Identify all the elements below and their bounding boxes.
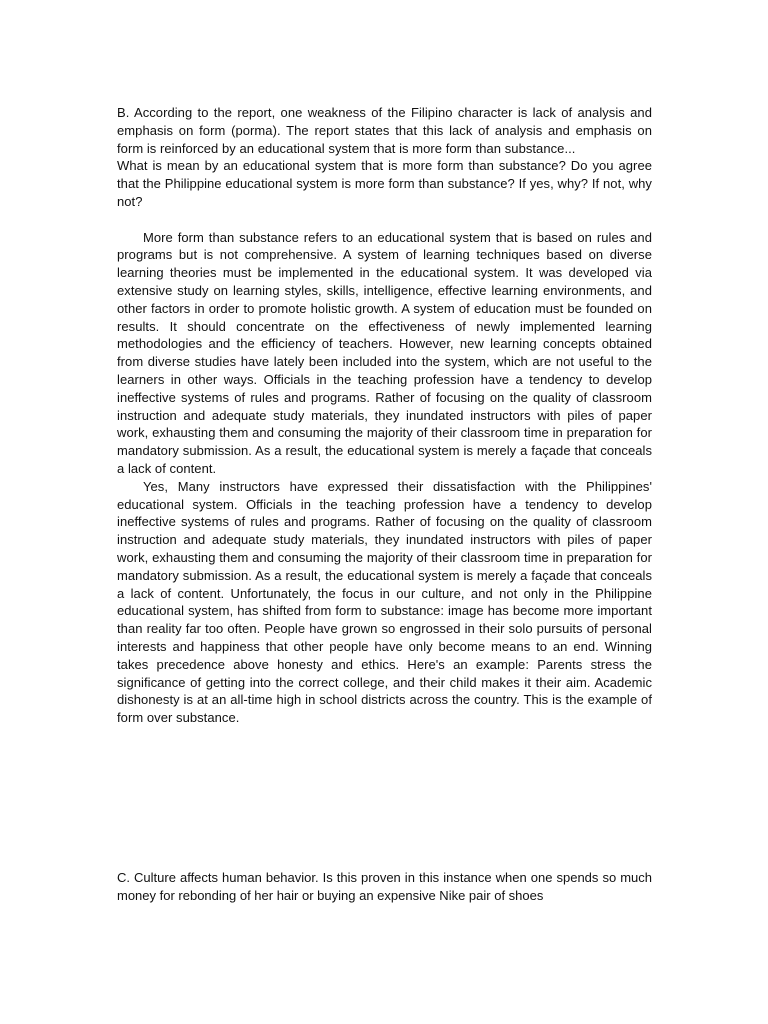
section-c-intro: C. Culture affects human behavior. Is this proven in this instance when one spends so much money for rebonding of her hair or buying an expensive Nike pair of shoes [117, 870, 652, 903]
document-page [117, 104, 652, 727]
section-c-block [117, 869, 652, 905]
paragraph-spacer [117, 211, 652, 229]
answer-paragraph-1: More form than substance refers to an educational system that is based on rules and programs but is not comprehensive. A system of learning techniques based on diverse learning theories must be implemented in the educational system. It was developed via extensive study on learning styles, skills, intelligence, effective learning environments, and other factors in order to promote holistic growth. A system of education must be founded on results. It should concentrate on the effectiveness of newly implemented learning methodologies and the efficiency of teachers. However, new learning concepts obtained from diverse studies have lately been included into the system, which are not useful to the learners in other ways. Officials in the teaching profession have a tendency to develop ineffective systems of rules and programs. Rather of focusing on the quality of classroom instruction and adequate study materials, they inundated instructors with piles of paper work, exhausting them and consuming the majority of their classroom time in preparation for mandatory submission. As a result, the educational system is merely a façade that conceals a lack of content. [117, 229, 652, 476]
answer-paragraph-2: Yes, Many instructors have expressed their dissatisfaction with the Philippines' educational system. Officials in the teaching profession have a tendency to develop ineffective systems of rules and programs. Rather of focusing on the quality of classroom instruction and adequate study materials, they inundated instructors with piles of paper work, exhausting them and consuming the majority of their classroom time in preparation for mandatory submission. As a result, the educational system is merely a façade that conceals a lack of content. Unfortunately, the focus in our culture, and not only in the Philippine educational system, has shifted from form to substance: image has become more important than reality far too often. People have grown so engrossed in their solo pursuits of personal interests and happiness that other people have only become means to an end. Winning takes precedence above honesty and ethics. Here's an example: Parents stress the significance of getting into the correct college, and their child makes it their aim. Academic dishonesty is at an all-time high in school districts across the country. This is the example of form over substance. [117, 478, 652, 726]
section-b-intro: B. According to the report, one weakness of the Filipino character is lack of analysis and emphasis on form (porma). The report states that this lack of analysis and emphasis on form is reinforced by an educational system that is more form than substance... [117, 105, 652, 156]
section-b-question: What is mean by an educational system that is more form than substance? Do you agree that the Philippine educational system is more form than substance? If yes, why? If not, why not? [117, 158, 652, 209]
